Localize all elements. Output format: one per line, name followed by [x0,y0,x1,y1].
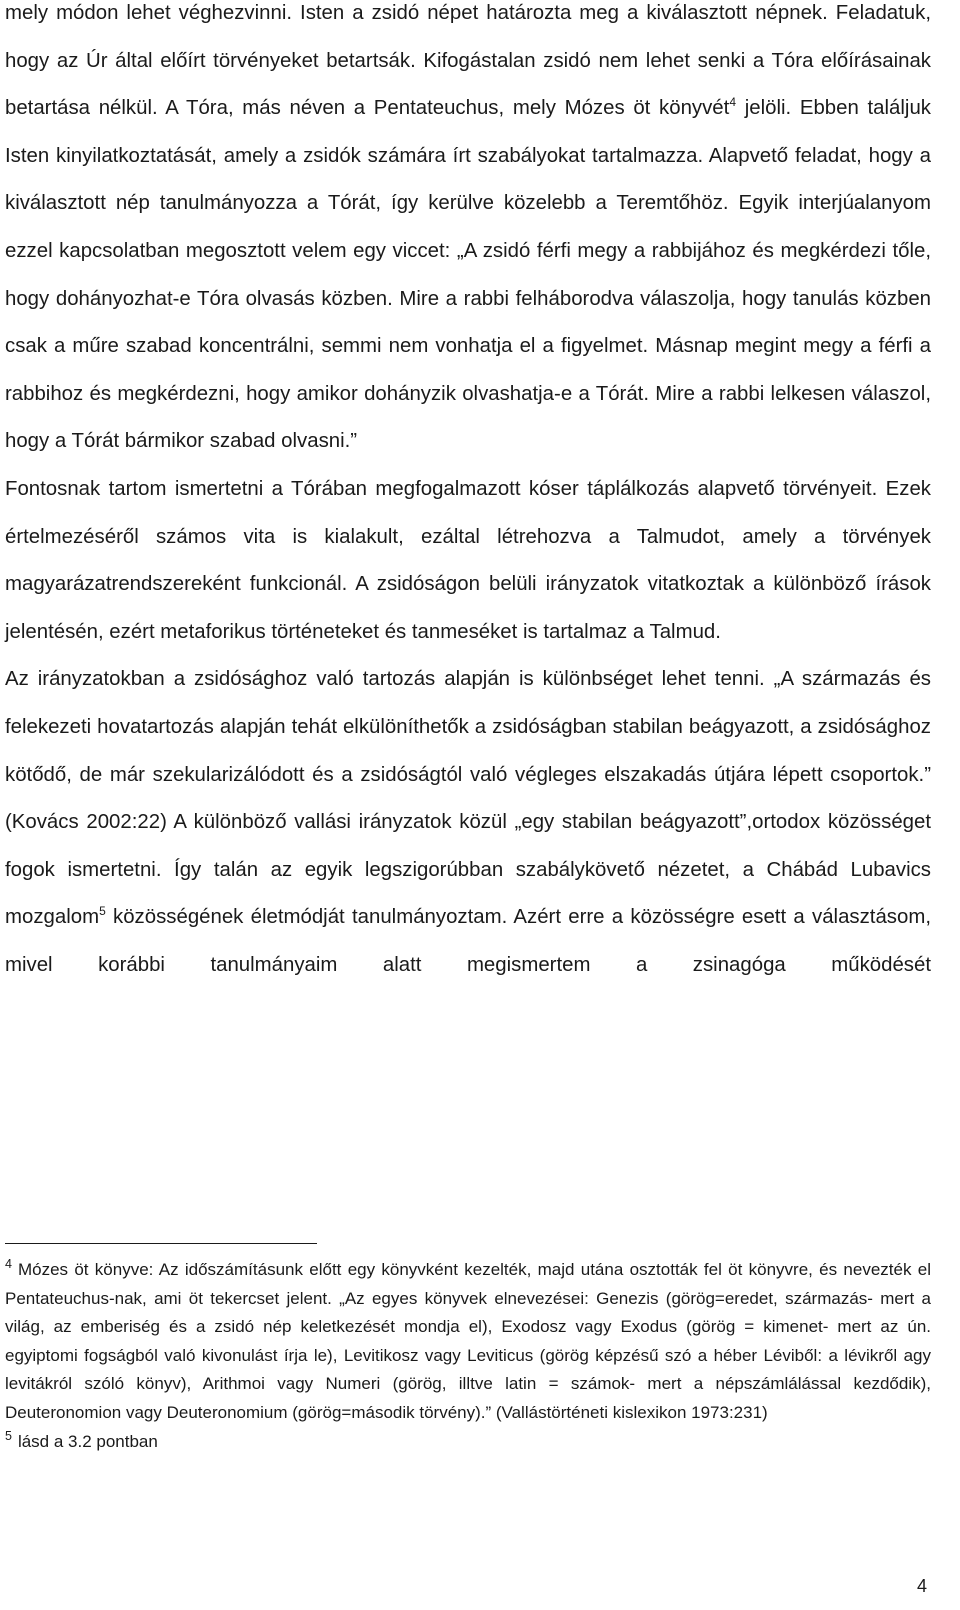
body-paragraph-2: Fontosnak tartom ismertetni a Tórában megfogalmazott kóser táplálkozás alapvető törvényeit. Ezek értelmezéséről számos vita is kialakult, ezáltal létrehozva a Talmudot, amely a törvények magyarázatrendszereként funkcionál. A zsidóságon belüli irányzatok vitatkoztak a különböző írások jelentésén, ezért metaforikus történeteket és tanmeséket is tartalmaz a Talmud. [5,477,931,643]
footnote-ref-5[interactable]: 5 [99,904,106,919]
footnote-number: 5 [5,1428,12,1443]
document-page [5,0,931,989]
paragraph-3-text-a: Az irányzatokban a zsidósághoz való tartozás alapján is különbséget lehet tenni. „A származás és felekezeti hovatartozás alapján tehát elkülöníthetők a zsidóságban stabilan beágyazott, a zsidósághoz kötődő, de már szekularizálódott és a zsidóságtól való végleges elszakadás útjára lépett csoportok.” (Kovács 2002:22) A különböző vallási irányzatok közül „egy stabilan beágyazott”,ortodox közösséget fogok ismertetni. Így talán az egyik legszigorúbban szabálykövető nézetet, a Chábád Lubavics mozgalom [5,668,931,929]
footnote-text: lásd a 3.2 pontban [17,1431,158,1451]
paragraph-1-text-b: jelöli. Ebben találjuk Isten kinyilatkoztatását, amely a zsidók számára írt szabályokat tartalmazza. Alapvető feladat, hogy a kiválasztott nép tanulmányozza a Tórát, így kerülve közelebb a Teremtőhöz. Egyik interjúalanyom ezzel kapcsolatban megosztott velem egy viccet: „A zsidó férfi megy a rabbijához és megkérdezi tőle, hogy dohányozhat-e Tóra olvasás közben. Mire a rabbi felháborodva válaszolja, hogy tanulás közben csak a műre szabad koncentrálni, semmi nem vonhatja el a figyelmet. Másnap megint megy a férfi a rabbihoz és megkérdezni, hogy amikor dohányzik olvashatja-e a Tórát. Mire a rabbi lelkesen válaszol, hogy a Tórát bármikor szabad olvasni.” [5,97,931,453]
footnote-separator [5,1243,317,1244]
footnotes-section [5,1256,931,1456]
footnote-text: Mózes öt könyve: Az időszámításunk előtt egy könyvként kezelték, majd utána osztották fel öt könyvre, és nevezték el Pentateuchus-nak, ami öt tekercset jelent. „Az egyes könyvek elnevezései: Genezis (görög=eredet, származás- mert a világ, az emberiség és a zsidó nép keletkezését mondja el), Exodosz vagy Exodus (görög = kimenet- mert az ún. egyiptomi fogságból való kivonulást írja le), Levitikosz vagy Leviticus (görög képzésű szó a héber Léviből: a lévikről agy levitákról szóló könyv), Arithmoi vagy Numeri (görög, illtve latin = számok- mert a népszámlálással kezdődik), Deuteronomion vagy Deuteronomium (görög=második törvény).” (Vallástörténeti kislexikon 1973:231) [5,1260,931,1422]
paragraph-3-text-b: közösségének életmódját tanulmányoztam. Azért erre a közösségre esett a választásom, mivel korábbi tanulmányaim alatt megismertem a zsinagóga működését [5,906,931,976]
body-paragraph-1 [5,0,931,466]
footnote-5 [5,1428,931,1457]
page-number: 4 [917,1576,928,1596]
footnote-4 [5,1256,931,1428]
paragraph-1-text-a: mely módon lehet véghezvinni. Isten a zsidó népet határozta meg a kiválasztott népnek. Feladatuk, hogy az Úr által előírt törvényeket betartsák. Kifogástalan zsidó nem lehet senki a Tóra előírásainak betartása nélkül. A Tóra, más néven a Pentateuchus, mely Mózes öt könyvét [5,2,931,120]
footnote-ref-4[interactable]: 4 [729,95,737,110]
body-paragraph-3 [5,656,931,989]
footnote-number: 4 [5,1257,12,1272]
